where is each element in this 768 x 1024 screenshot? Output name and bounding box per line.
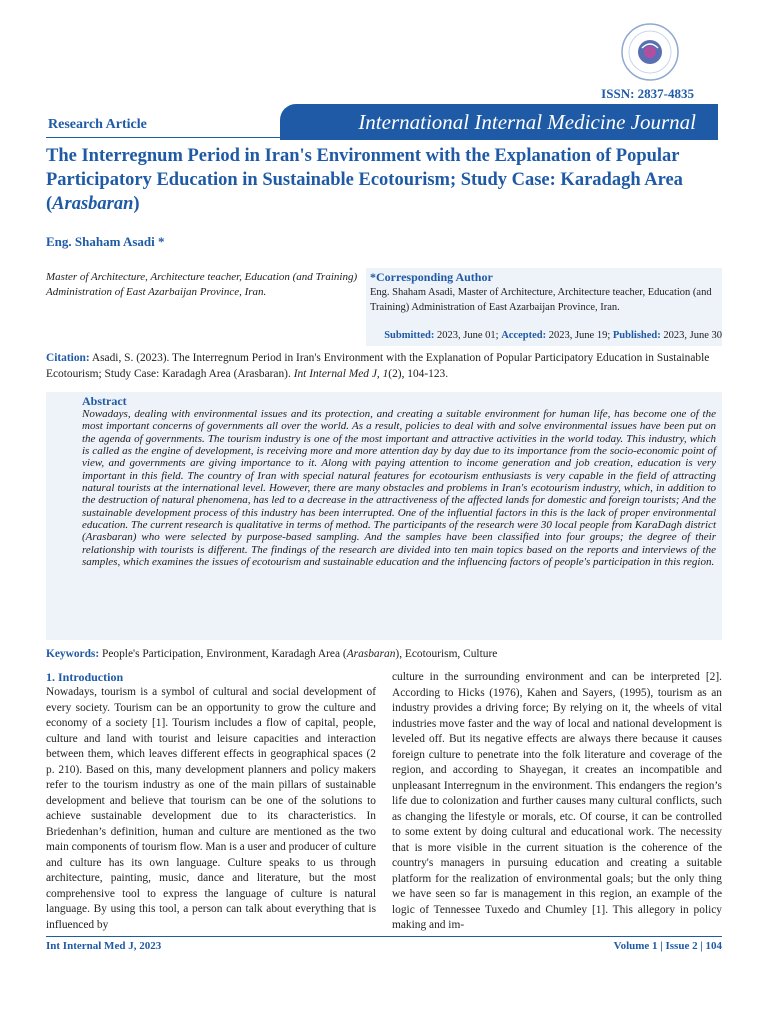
keywords-after: ), Ecotourism, Culture xyxy=(395,648,498,660)
affiliation: Master of Architecture, Architecture teacher, Education (and Training) Administration of East Azarbaijan Province, Iran. xyxy=(46,271,358,298)
title-italic: Arasbaran xyxy=(52,194,134,214)
title-end: ) xyxy=(133,194,140,214)
abstract-box xyxy=(46,392,722,640)
issn: ISSN: 2837-4835 xyxy=(601,86,694,101)
journal-name: International Internal Medicine Journal xyxy=(358,109,696,134)
article-title xyxy=(46,144,736,216)
citation-issue: (2), 104-123. xyxy=(388,368,449,380)
footer-rule xyxy=(46,936,722,937)
keywords xyxy=(46,648,726,660)
footer-page-info: Volume 1 | Issue 2 | 104 xyxy=(613,940,722,952)
journal-name-banner xyxy=(280,104,718,140)
citation-label: Citation: xyxy=(46,352,90,364)
submitted-date: 2023, June 01; xyxy=(437,330,499,341)
submitted-label: Submitted: xyxy=(384,330,435,341)
keywords-before: People's Participation, Environment, Karadagh Area ( xyxy=(102,648,347,660)
abstract-text: Nowadays, dealing with environmental issues and its protection, and creating a suitable environment for human life, has become one of the most important concerns of governments all over the world. As a result, policies to deal with and solve environmental issues have been put on the agenda of governments. The tourism industry is one of the most important and attractive activities in the world today. This industry, which is called as the engine of development, is receiving more and more attention day by day due to its importance from the socio-economic point of view, and governments are giving importance to it. Along with paying attention to income generation and job creation, education is very important in this field. The country of Iran with special natural features for ecotourism enthusiasts is very capable in the field of attracting natural tourists at the international level. However, there are many obstacles and problems in Iran's ecotourism industry, which, in addition to the destruction of natural phenomena, has led to a decrease in the attractiveness of the affected lands for domestic and foreign tourists; And the sustainable development process of this industry has been interrupted. One of the influential factors in this is the lack of proper environmental education. The current research is qualitative in terms of method. The participants of the research were 30 local people from KaraDagh district (Arasbaran) who were selected by purpose-based sampling. And the samples have been classified into four groups; the degree of their relationship with tourists is different. The findings of the research are divided into ten main topics based on the reports and interviews of the samples, which examines the issues of ecotourism and sustainable education and the influencing factors of people's participation in this region. xyxy=(82,408,716,569)
corresponding-heading: *Corresponding Author xyxy=(370,270,493,284)
keywords-italic: Arasbaran xyxy=(346,648,396,660)
corresponding-author-box xyxy=(366,268,722,346)
body-column-left xyxy=(46,670,376,933)
citation-text: Asadi, S. (2023). The Interregnum Period in Iran's Environment with the Explanation of Popular Participatory Education in Sustainable Ecotourism; Study Case: Karadagh Area (Arasbaran). xyxy=(46,352,710,380)
keywords-label: Keywords: xyxy=(46,648,100,660)
section-heading-introduction: 1. Introduction xyxy=(46,670,124,684)
journal-logo xyxy=(620,22,680,82)
published-label: Published: xyxy=(612,330,661,341)
body-column-right: culture in the surrounding environment and can be interpreted [2]. According to Hicks (1976), Kahen and Sayers, (1995), tourism as an industry provides a driving force; By relying on it, the wheels of vital industries move faster and the way of local and national development is leveled off. But its negative effects are always there because it causes foreign culture to penetrate into the folk literature and coverage of the region, and according to Shayegan, it creates an incompatible and unpleasant Interregnum in the environment. This endangers the region’s life due to colonization and further causes many cultural conflicts, such as changing the lifestyle or morals, etc. Of course, it can be controlled to some extent by doing cultural and educational work. The necessity that is more visible in the current situation is the coherence of the country's managers in pursuing education and creating a suitable platform for the realization of environmental goals; but the only thing we have seen so far is management in this region, an example of the logic of Tennessee Tuxedo and Chumley [1]. This allegory in policy making and im- xyxy=(392,671,722,931)
corresponding-text: Eng. Shaham Asadi, Master of Architecture, Architecture teacher, Education (and Training) Administration of East Azarbaijan Province, Iran. xyxy=(370,287,712,313)
published-date: 2023, June 30 xyxy=(663,330,722,341)
article-type: Research Article xyxy=(48,117,147,132)
abstract-heading: Abstract xyxy=(82,394,127,408)
header-rule xyxy=(46,137,296,138)
author: Eng. Shaham Asadi * xyxy=(46,234,165,249)
body-text-left: Nowadays, tourism is a symbol of cultural and social development of every society. Tourism can be an opportunity to grow the culture and economy of a society [1]. Tourism includes a flow of capital, people, culture and land with tourist and leisure capacities and interaction between them, which leaves different effects in geographical spaces (2 p. 210). Based on this, many development planners and policy makers refer to the tourism industry as one of the main pillars of sustainable development and believe that tourism can be one of the solutions to achieve sustainable development due to its characteristics. In Briedenhan’s definition, human and culture are mentioned as the two main components of tourism flow. Man is a user and producer of culture and culture has its own language. Culture speaks to us through architecture, painting, music, dance and literature, but the most comprehensive tool to express the language of culture is natural language. By using this tool, a person can talk about everything that is influenced by xyxy=(46,686,376,931)
citation xyxy=(46,350,726,386)
footer-journal: Int Internal Med J, 2023 xyxy=(46,940,162,952)
citation-journal: Int Internal Med J, 1 xyxy=(293,368,389,380)
dates xyxy=(384,330,722,341)
accepted-label: Accepted: xyxy=(501,330,547,341)
title-main: The Interregnum Period in Iran's Environment with the Explanation of Popular Participatory Education in Sustainable Ecotourism; Study Case: Karadagh Area ( xyxy=(46,146,683,214)
accepted-date: 2023, June 19; xyxy=(548,330,611,341)
